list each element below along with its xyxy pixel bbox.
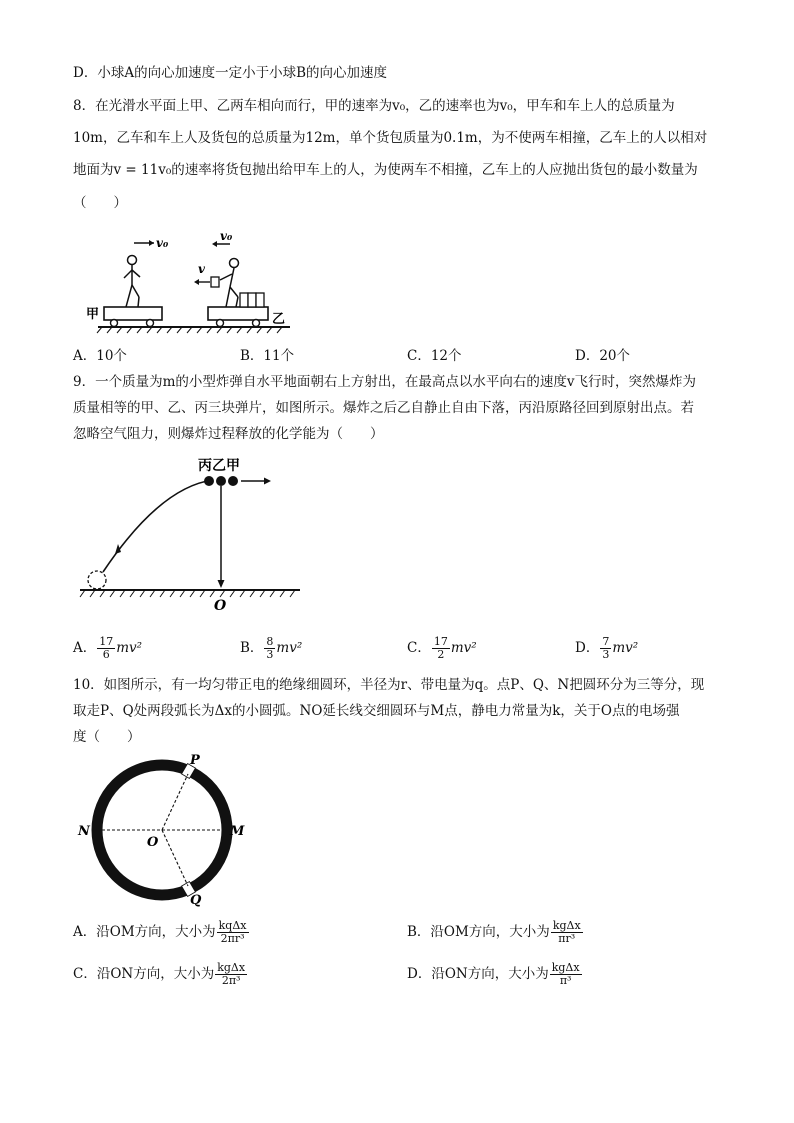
left-cart bbox=[104, 307, 162, 320]
right-cart bbox=[208, 307, 268, 320]
q10-ring-figure bbox=[74, 752, 259, 907]
q9-option-a: A． $\frac{17}{6}$ mv² bbox=[73, 635, 143, 661]
q8-carts-figure bbox=[80, 225, 300, 337]
q9-option-b: B． $\frac{8}{3}$ mv² bbox=[240, 635, 303, 661]
q10-line-3: 度（ ） bbox=[73, 729, 141, 745]
left-person bbox=[124, 256, 140, 308]
label-q: Q bbox=[190, 893, 202, 907]
launch-point bbox=[88, 571, 106, 589]
fragment-jia bbox=[228, 476, 238, 486]
q8-line-4: （ ） bbox=[73, 195, 127, 211]
label-m: M bbox=[230, 824, 245, 839]
q9-line-3: 忽略空气阻力，则爆炸过程释放的化学能为（ ） bbox=[73, 426, 384, 442]
q8-line-3: 地面为v = 11v₀的速率将货包抛出给甲车上的人，为使两车不相撞，乙车上的人应抛出货包的最小数量为 bbox=[73, 162, 698, 178]
fragment-bing bbox=[204, 476, 214, 486]
q10-option-c: C．沿ON方向，大小为 $\frac{\text{kgΔx}}{\text{2π³}}$ bbox=[73, 961, 246, 987]
q8-line-2: 10m，乙车和车上人及货包的总质量为12m，单个货包质量为0.1m，为不使两车相撞，乙车上的人以相对 bbox=[73, 130, 708, 146]
right-cart-label: 乙 bbox=[272, 312, 286, 327]
q9-explosion-figure bbox=[75, 452, 310, 617]
q9-line-2: 质量相等的甲、乙、丙三块弹片，如图所示。爆炸之后乙自静止自由下落，丙沿原路径回到原射出点。若 bbox=[73, 400, 694, 416]
fragment-labels: 丙乙甲 bbox=[198, 458, 240, 474]
q7-option-d: D．小球A的向心加速度一定小于小球B的向心加速度 bbox=[73, 65, 387, 81]
q9-option-c: C． $\frac{17}{2}$ mv² bbox=[407, 635, 477, 661]
thrown-package bbox=[211, 277, 219, 287]
q9-line-1: 9．一个质量为m的小型炸弹自水平地面朝右上方射出，在最高点以水平向右的速度v飞行时，突然爆炸为 bbox=[73, 374, 697, 390]
left-cart-label: 甲 bbox=[86, 307, 100, 322]
q9-option-d: D． $\frac{7}{3}$ mv² bbox=[575, 635, 639, 661]
q8-line-1: 8．在光滑水平面上甲、乙两车相向而行，甲的速率为v₀，乙的速率也为v₀，甲车和车上人的总质量为 bbox=[73, 98, 675, 114]
package-stack bbox=[240, 293, 264, 307]
q10-line-1: 10．如图所示，有一均匀带正电的绝缘细圆环，半径为r、带电量为q。点P、Q、N把圆环分为三等分，现 bbox=[73, 677, 705, 693]
v0-right-label: v₀ bbox=[220, 229, 233, 243]
label-p: P bbox=[190, 753, 200, 768]
v-label: v bbox=[198, 262, 205, 276]
right-person bbox=[220, 259, 239, 308]
q10-option-a: A．沿OM方向，大小为 $\frac{\text{kqΔx}}{\text{2πr³}}$ bbox=[73, 919, 247, 945]
q8-option-b: B．11个 bbox=[240, 348, 295, 364]
fragment-yi bbox=[216, 476, 226, 486]
label-o: O bbox=[147, 835, 159, 850]
trajectory bbox=[103, 480, 213, 572]
label-n: N bbox=[78, 824, 90, 839]
q8-option-a: A．10个 bbox=[73, 348, 127, 364]
q10-option-d: D．沿ON方向，大小为 $\frac{\text{kgΔx}}{\text{π³}}$ bbox=[407, 961, 580, 987]
point-o-label: O bbox=[214, 598, 227, 614]
v0-left-label: v₀ bbox=[156, 236, 169, 250]
q10-line-2: 取走P、Q处两段弧长为Δx的小圆弧。NO延长线交细圆环与M点，静电力常量为k，关于O点的电场强 bbox=[73, 703, 680, 719]
q8-option-d: D．20个 bbox=[575, 348, 631, 364]
q10-option-b: B．沿OM方向，大小为 $\frac{\text{kgΔx}}{\text{πr³}}$ bbox=[407, 919, 581, 945]
q8-option-c: C．12个 bbox=[407, 348, 462, 364]
